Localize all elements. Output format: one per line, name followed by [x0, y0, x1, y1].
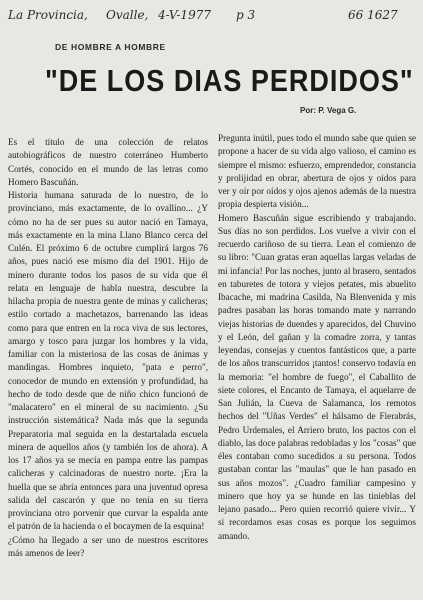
note-date: 4-V-1977	[158, 8, 211, 22]
note-page: p 3	[236, 8, 256, 22]
note-reference: 66 1627	[348, 8, 398, 22]
paragraph: Pregunta inútil, pues todo el mundo sabe que quien se propone a hacer de su vida algo valioso, el camino es siempre el mismo: esfuerzo, emprendedor, constancia y prolijidad en obrar, abertura de ojos y oídos para ver y oír por oídos y ojos ajenos además de la nuestra propia despierta visión...	[218, 133, 417, 210]
column-right	[218, 132, 416, 543]
article-byline: Por: P. Vega G.	[300, 106, 357, 115]
paragraph: Es el título de una colección de relatos autobiográficos de nuestro coterráneo Humberto Cortés, conocido en el mundo de las letras como Homero Bascuñán.	[8, 137, 208, 187]
paragraph: Historia humana saturada de lo nuestro, de lo provinciano, más exactamente, de lo ovallino... ¿Y cómo no ha de ser pues su autor nació en Tamaya, más exactamente en la mina Llano Blanco cerca del Culén. El próximo 6 de octubre cumplirá largos 76 años, pues nació ese mismo día del 1901. Hijo de minero durante todos los pasos de su vida que él relata en lenguaje de habla nuestra, descubre la hilacha propia de nuestra gente de minas y calicheras; estilo cortado a machetazos, barrenando las ideas como para que entren en la roca viva de sus lectores, amargo y tosco para juzgar los hombres y la vida, familiar con la misteriosa de las cosas de ánimas y mandingas. Hombres inquieto, "pata e perro", conocedor de mundo en extensión y profundidad, ha hecho de todo desde que de niño chico funcionó de "malacatero" en el mineral de su nacimiento. ¿Su instrucción sistemática? Nada más que la segunda Preparatoria mal seguida en la destartalada escuela minera de aquellos años (y también los de ahora). A los 17 años ya se mecía en pampa entre las pampas calicheras y calcinadoras de nuestro norte. ¡Era la huella que se abría entonces para una juventud opresa salida del cascarón y que no tenía en su tierra provinciana otro porvenir que curvar la espalda ante el patrón de la hacienda o el bocaymen de la esquina!	[8, 190, 208, 532]
section-kicker: DE HOMBRE A HOMBRE	[55, 42, 166, 52]
note-city: Ovalle,	[106, 8, 149, 22]
column-left	[8, 136, 208, 560]
paragraph: Homero Bascuñán sigue escribiendo y trabajando. Sus días no son perdidos. Los vuelve a vivir con el recuerdo cariñoso de su tierra. Lean el comienzo de su libro: "Cuan gratas eran aquellas largas veladas de mi infancia! Por las noches, junto al brasero, sentados en taburetes de totora y viejos petates, mis abuelito Ibacache, mi madrina Casilda, Na Blenvenida y mis padres pasaban las horas tomando mate y narrando viejas historias de duendes y aparecidos, del Chuvino y el León, del gañan y la comadre zorra, y tantas leyendas, consejas y cuentos fantásticos que, a parte de los años transcurridos ¡tantos! conservo todavía en la memoria: "el hombre de fuego", el Caballito de siete colores, el Encanto de Tamaya, el aquelarre de San Julián, la Cueva de Salamanca, los remotos hechos del "Uñas Verdes" el hálsamo de Fierabrás, Pedro Urdemales, el Arriero bruto, los pactos con el diablo, las doce palabras redobladas y los "cosas" que éles contaban como sucedidos a su persona. Todos gustaban contar las "maulas" que le han pasado en sus años mozos". ¿Cuadro familiar campesino y minero que hoy ya se hunde en las tinieblas del lejano pasado... Pero quien recorrió quiere vivir... Y si recordamos esas cosas es porque los seguimos amando.	[218, 212, 416, 541]
note-newspaper: La Provincia,	[8, 8, 88, 22]
paragraph: ¿Cómo ha llegado a ser uno de nuestros escritores más amenos de leer?	[8, 534, 208, 558]
article-title: "DE LOS DIAS PERDIDOS"	[45, 64, 414, 98]
handwritten-note	[8, 4, 413, 26]
